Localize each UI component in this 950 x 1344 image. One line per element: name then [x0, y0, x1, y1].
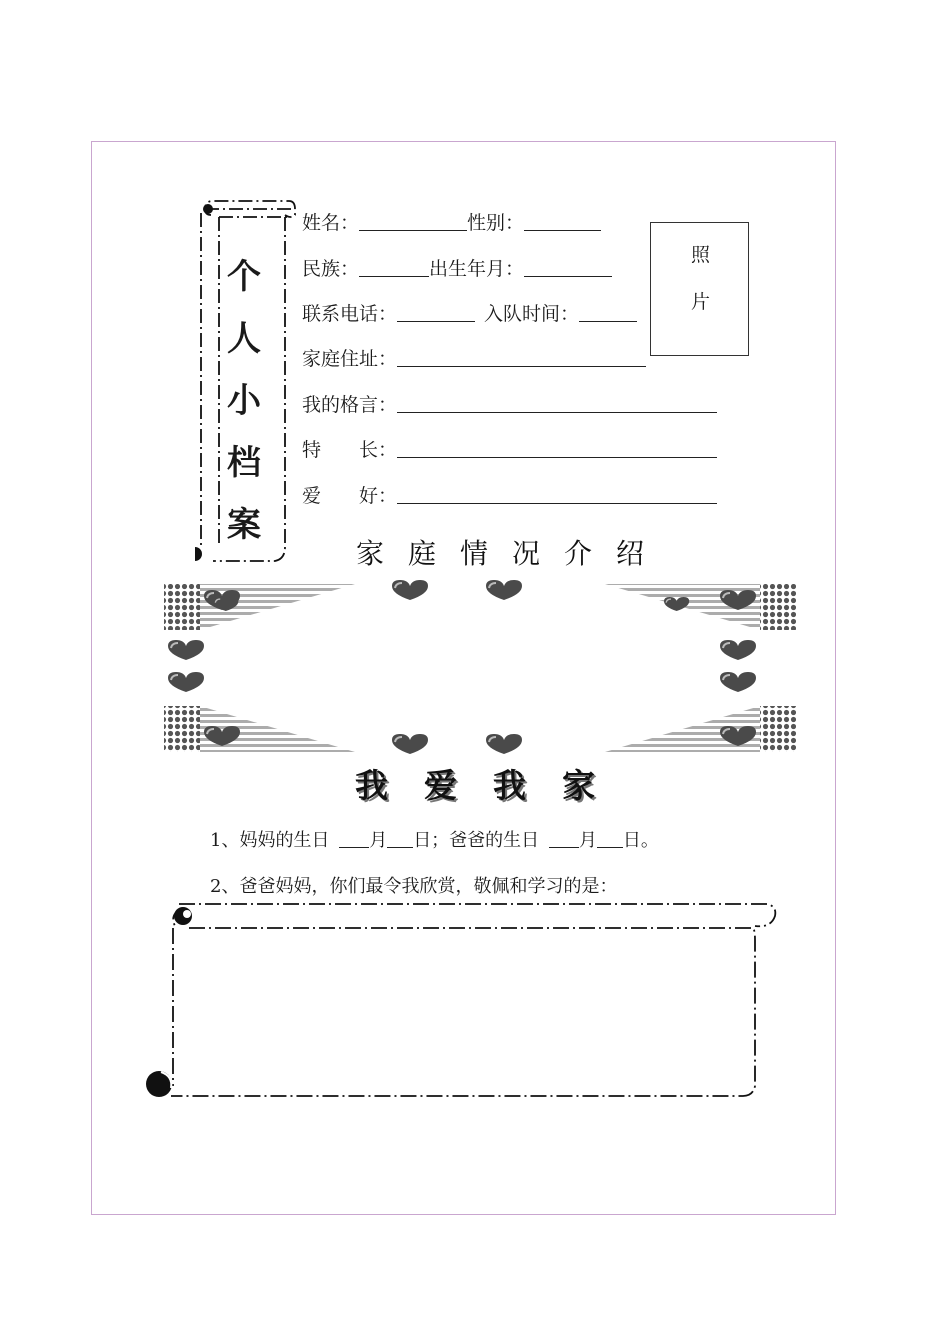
dad-month-blank[interactable] [549, 831, 579, 848]
question-admire: 2、爸爸妈妈，你们最令我欣赏，敬佩和学习的是： [210, 876, 618, 897]
question-birthdays [210, 826, 659, 852]
mom-day-blank[interactable] [387, 831, 413, 848]
phone-label: 联系电话： [302, 303, 398, 325]
gender-blank[interactable] [524, 212, 601, 231]
motto-blank[interactable] [397, 394, 717, 413]
ethnicity-birth-row [302, 256, 612, 282]
birth-blank[interactable] [524, 258, 612, 277]
q1-dad-birthday-label: 日；爸爸的生日 [413, 830, 540, 851]
specialty-blank[interactable] [397, 439, 717, 458]
q1-month2-label: 月 [578, 830, 597, 851]
title-char: 小 [227, 381, 261, 421]
address-row [302, 346, 646, 372]
mom-month-blank[interactable] [339, 831, 369, 848]
phone-blank[interactable] [397, 303, 475, 322]
join-label: 入队时间： [484, 303, 580, 325]
hobby-blank[interactable] [397, 485, 717, 504]
q1-day2-label: 日。 [622, 830, 659, 851]
photo-label-bottom: 片 [690, 291, 710, 313]
join-blank[interactable] [579, 303, 637, 322]
title-char: 档 [227, 443, 261, 483]
title-char: 人 [227, 319, 261, 359]
ethnicity-blank[interactable] [359, 258, 429, 277]
photo-label-top: 照 [690, 244, 710, 266]
name-gender-row [302, 210, 601, 236]
hobby-row [302, 483, 717, 509]
family-section-title: 家庭情况介绍 [356, 537, 669, 570]
birth-label: 出生年月： [429, 258, 525, 280]
specialty-label: 特 长： [302, 439, 398, 461]
profile-vertical-title [222, 246, 266, 556]
ethnicity-label: 民族： [302, 258, 360, 280]
gender-label: 性别： [467, 212, 525, 234]
heart-frame-decoration [160, 576, 800, 766]
name-blank[interactable] [359, 212, 467, 231]
photo-box[interactable] [650, 222, 749, 356]
hobby-label: 爱 好： [302, 485, 398, 507]
q1-month-label: 月 [369, 830, 388, 851]
q1-mom-birthday-label: 1、妈妈的生日 [210, 830, 330, 851]
dad-day-blank[interactable] [597, 831, 623, 848]
i-love-my-family-title: 我爱我家 [355, 766, 631, 805]
motto-label: 我的格言： [302, 394, 398, 416]
address-label: 家庭住址： [302, 348, 398, 370]
phone-join-row [302, 301, 637, 327]
specialty-row [302, 437, 717, 463]
name-label: 姓名： [302, 212, 360, 234]
answer-scroll-box[interactable] [143, 900, 783, 1105]
address-blank[interactable] [397, 348, 646, 367]
title-char: 案 [227, 505, 261, 545]
motto-row [302, 392, 717, 418]
title-char: 个 [227, 257, 261, 297]
